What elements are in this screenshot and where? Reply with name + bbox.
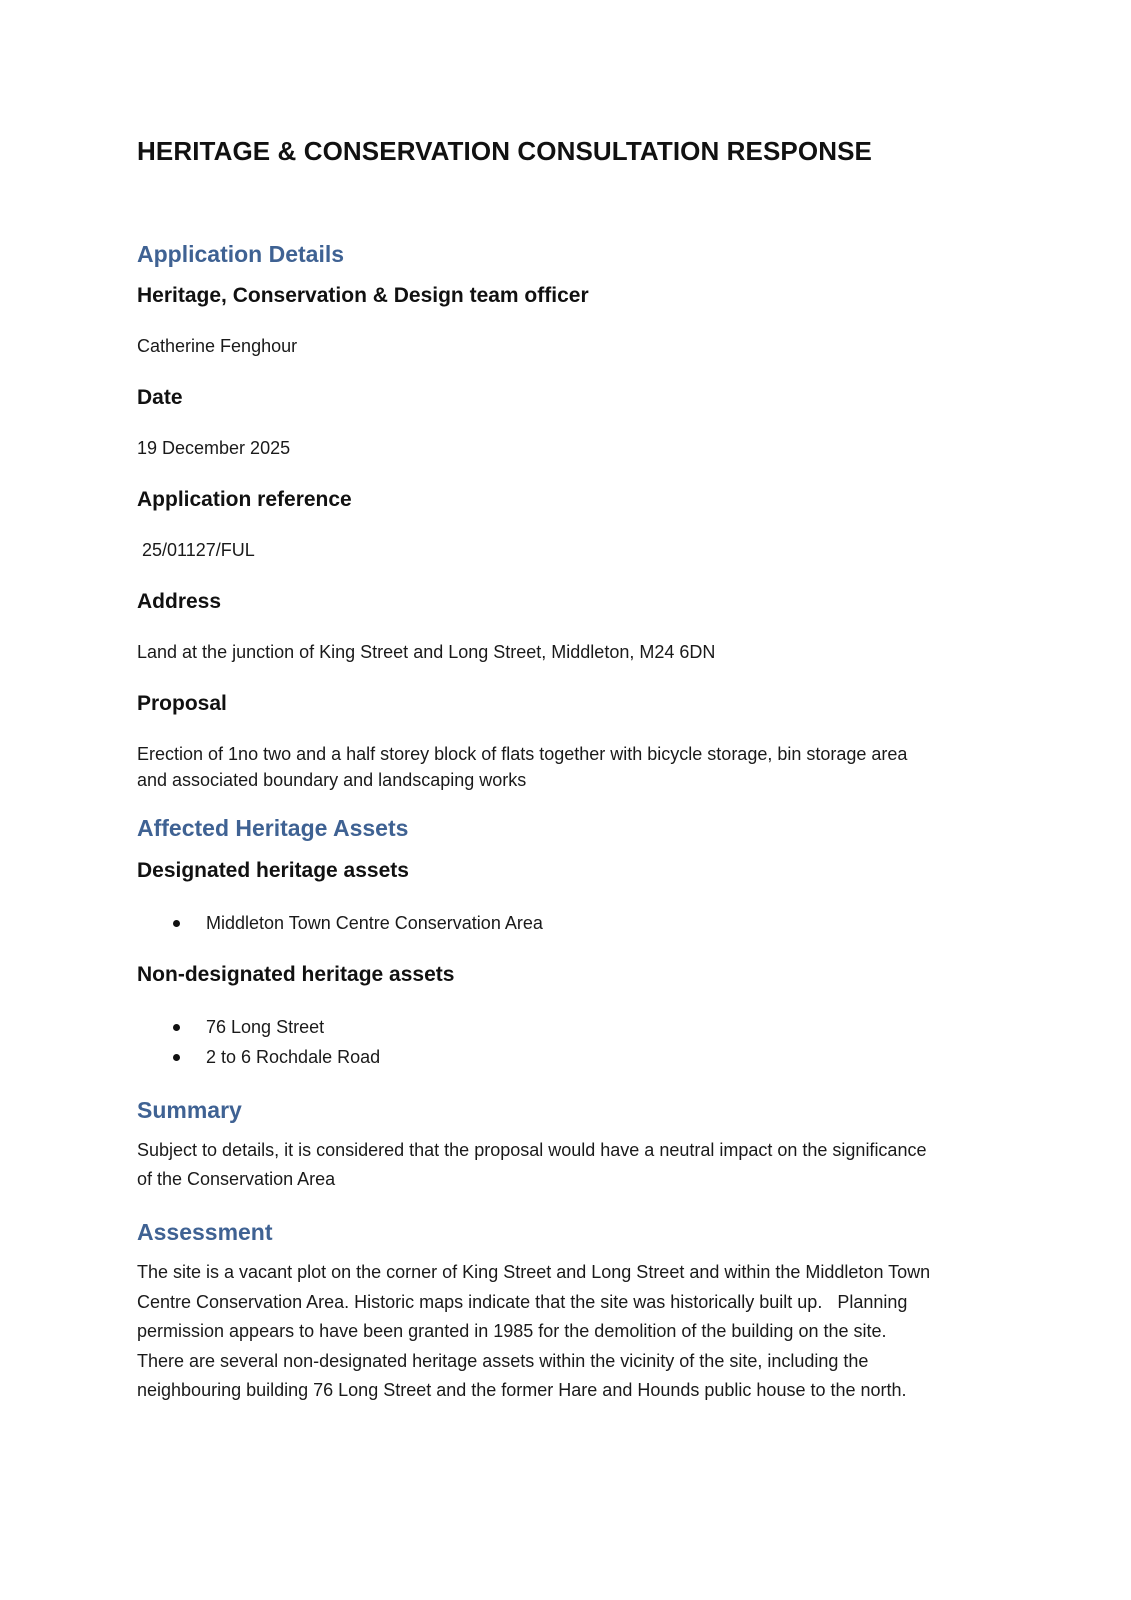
proposal-line-1: Erection of 1no two and a half storey block of flats together with bicycle storage, bin storage area: [137, 744, 908, 764]
officer-label: Heritage, Conservation & Design team officer: [137, 284, 589, 307]
assessment-line: There are several non-designated heritage assets within the vicinity of the site, including the: [137, 1350, 869, 1371]
summary-line-2: of the Conservation Area: [137, 1169, 336, 1189]
list-item: Middleton Town Centre Conservation Area: [137, 910, 543, 940]
application-reference-value: 25/01127/FUL: [137, 540, 255, 560]
designated-assets-list: [137, 910, 543, 940]
bullet-icon: [173, 1024, 180, 1031]
assessment-line: permission appears to have been granted in 1985 for the demolition of the building on the site.: [137, 1321, 887, 1341]
bullet-icon: [173, 920, 180, 927]
application-details-heading: Application Details: [137, 241, 345, 267]
non-designated-assets-label: Non-designated heritage assets: [137, 963, 455, 986]
designated-assets-label: Designated heritage assets: [137, 859, 409, 882]
date-label: Date: [137, 386, 183, 409]
list-item: 76 Long Street: [137, 1014, 380, 1044]
assessment-line: Centre Conservation Area. Historic maps indicate that the site was historically built up. Planning: [137, 1291, 908, 1312]
application-reference-label: Application reference: [137, 488, 352, 511]
assessment-heading: Assessment: [137, 1219, 273, 1245]
list-item: 2 to 6 Rochdale Road: [137, 1044, 380, 1074]
affected-heritage-assets-heading: Affected Heritage Assets: [137, 815, 409, 841]
summary-line-1: Subject to details, it is considered that the proposal would have a neutral impact on the significance: [137, 1140, 927, 1160]
bullet-icon: [173, 1054, 180, 1061]
date-value: 19 December 2025: [137, 438, 291, 458]
officer-value: Catherine Fenghour: [137, 336, 298, 356]
address-label: Address: [137, 590, 222, 613]
document-title: HERITAGE & CONSERVATION CONSULTATION RESPONSE: [137, 136, 872, 166]
address-value: Land at the junction of King Street and Long Street, Middleton, M24 6DN: [137, 642, 716, 662]
proposal-label: Proposal: [137, 692, 227, 715]
non-designated-assets-list: [137, 1014, 380, 1074]
summary-heading: Summary: [137, 1097, 242, 1123]
proposal-line-2: and associated boundary and landscaping works: [137, 770, 527, 790]
assessment-line: The site is a vacant plot on the corner of King Street and Long Street and within the Middleton Town: [137, 1262, 931, 1282]
assessment-paragraph: [137, 1258, 1017, 1406]
assessment-line: neighbouring building 76 Long Street and the former Hare and Hounds public house to the north.: [137, 1380, 907, 1400]
